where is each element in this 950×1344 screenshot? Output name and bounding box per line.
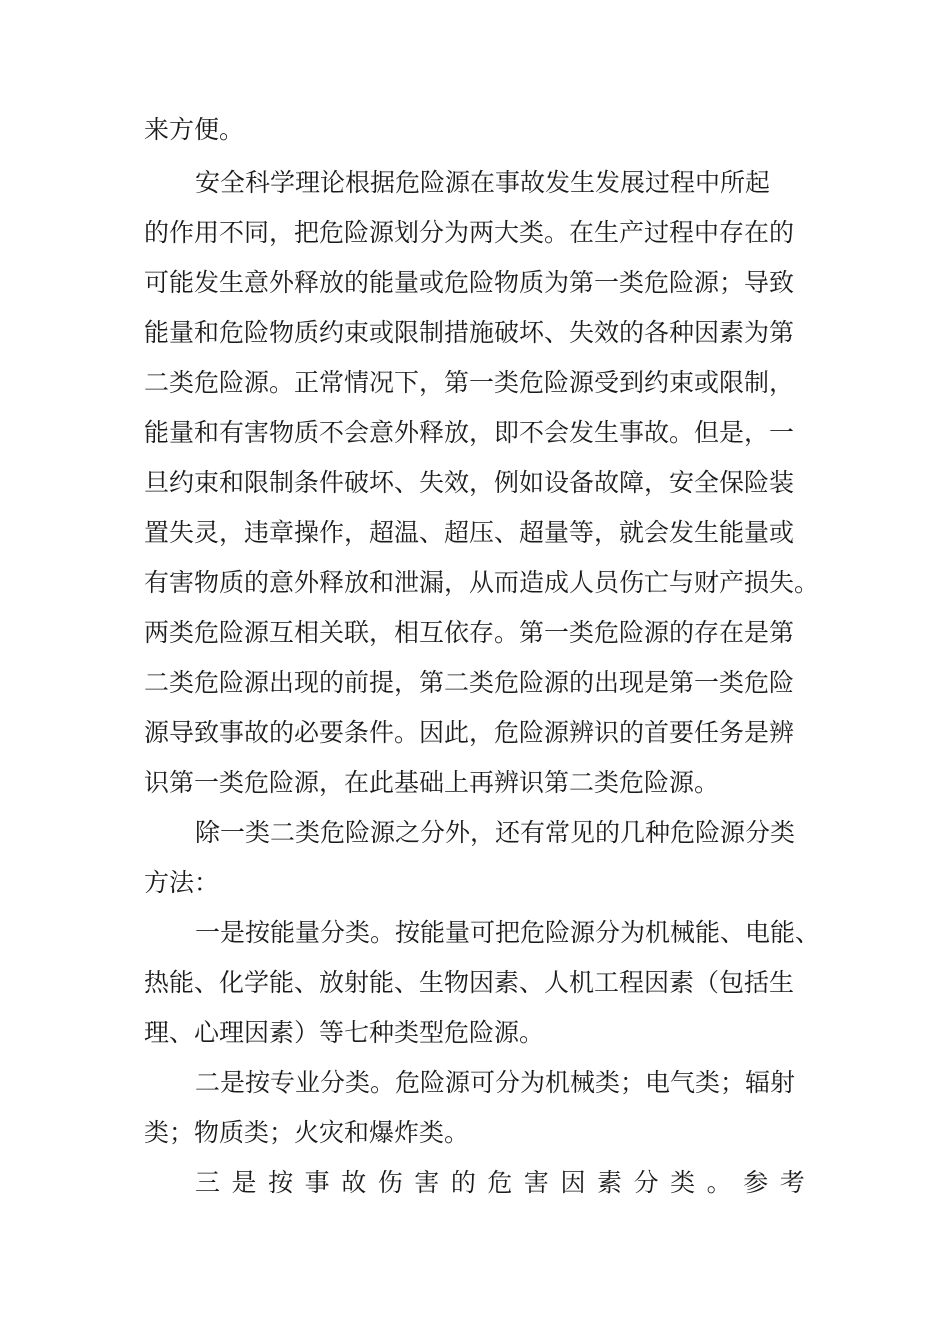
text-line: 方法： <box>144 868 220 897</box>
char: 害 <box>523 1168 549 1197</box>
text-line: 两类危险源互相关联，相互依存。第一类危险源的存在是第 <box>144 618 795 647</box>
char: 。 <box>706 1168 732 1197</box>
char: 故 <box>341 1168 367 1197</box>
char: 考 <box>779 1168 805 1197</box>
text-line: 二是按专业分类。危险源可分为机械类；电气类；辐射 <box>195 1068 796 1097</box>
char: 素 <box>597 1168 623 1197</box>
text-line: 识第一类危险源，在此基础上再辨识第二类危险源。 <box>144 768 720 797</box>
char: 的 <box>450 1168 476 1197</box>
text-line: 类；物质类；火灾和爆炸类。 <box>144 1118 470 1147</box>
text-line: 可能发生意外释放的能量或危险物质为第一类危险源；导致 <box>144 268 795 297</box>
text-line: 置失灵，违章操作，超温、超压、超量等，就会发生能量或 <box>144 518 795 547</box>
char: 伤 <box>377 1168 403 1197</box>
text-line: 理、心理因素）等七种类型危险源。 <box>144 1018 545 1047</box>
text-line: 除一类二类危险源之分外，还有常见的几种危险源分类 <box>195 818 796 847</box>
text-line: 二类危险源。正常情况下，第一类危险源受到约束或限制， <box>144 368 795 397</box>
char: 因 <box>560 1168 586 1197</box>
char: 是 <box>231 1168 257 1197</box>
text-line: 能量和有害物质不会意外释放，即不会发生事故。但是，一 <box>144 418 795 447</box>
text-line: 能量和危险物质约束或限制措施破坏、失效的各种因素为第 <box>144 318 795 347</box>
text-line: 的作用不同，把危险源划分为两大类。在生产过程中存在的 <box>144 218 795 247</box>
text-line: 源导致事故的必要条件。因此，危险源辨识的首要任务是辨 <box>144 718 795 747</box>
text-line: 有害物质的意外释放和泄漏，从而造成人员伤亡与财产损失。 <box>144 568 820 597</box>
text-line: 热能、化学能、放射能、生物因素、人机工程因素（包括生 <box>144 968 795 997</box>
char: 三 <box>195 1168 221 1197</box>
char: 事 <box>304 1168 330 1197</box>
char: 按 <box>268 1168 294 1197</box>
text-line: 一是按能量分类。按能量可把危险源分为机械能、电能、 <box>195 918 821 947</box>
char: 害 <box>414 1168 440 1197</box>
text-line: 来方便。 <box>144 115 245 144</box>
text-line: 旦约束和限制条件破坏、失效，例如设备故障，安全保险装 <box>144 468 795 497</box>
char: 分 <box>633 1168 659 1197</box>
char: 危 <box>487 1168 513 1197</box>
char: 类 <box>670 1168 696 1197</box>
char: 参 <box>743 1168 769 1197</box>
text-line: 安全科学理论根据危险源在事故发生发展过程中所起 <box>195 168 771 197</box>
text-line-justified <box>195 1166 805 1200</box>
text-line: 二类危险源出现的前提，第二类危险源的出现是第一类危险 <box>144 668 795 697</box>
